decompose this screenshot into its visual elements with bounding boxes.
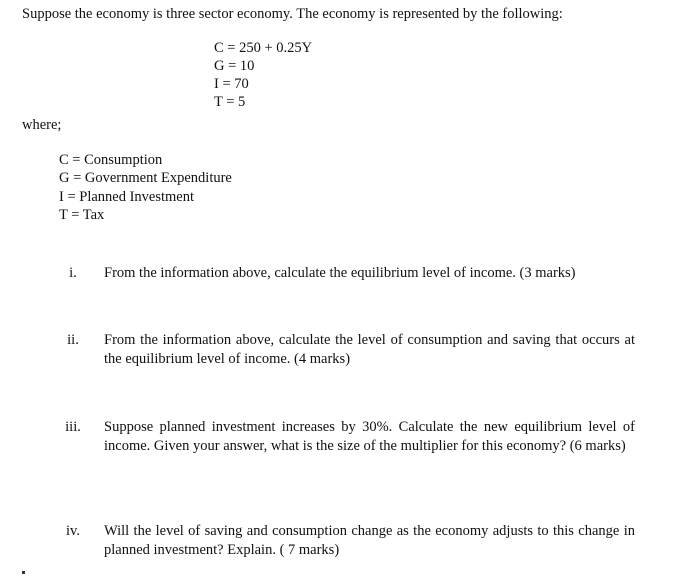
question-number: iii. <box>65 419 81 435</box>
equation-consumption: C = 250 + 0.25Y <box>214 40 313 56</box>
where-label: where; <box>22 117 62 133</box>
definition-government: G = Government Expenditure <box>59 170 232 186</box>
question-text: From the information above, calculate the equilibrium level of income. (3 marks) <box>104 265 576 281</box>
question-text: Will the level of saving and consumption change as the economy adjusts to this change in planned investment? Explain. ( 7 marks) <box>104 523 635 558</box>
question-text: Suppose planned investment increases by 30%. Calculate the new equilibrium level of income. Given your answer, what is the size of the multiplier for this economy? (6 marks) <box>104 419 635 454</box>
intro-text: Suppose the economy is three sector economy. The economy is represented by the following: <box>22 6 563 22</box>
stray-mark <box>22 571 25 574</box>
question-number: iv. <box>66 523 80 539</box>
equation-tax: T = 5 <box>214 94 246 110</box>
question-number: i. <box>69 265 77 281</box>
question-number: ii. <box>67 332 79 348</box>
definition-consumption: C = Consumption <box>59 152 163 168</box>
equation-investment: I = 70 <box>214 76 249 92</box>
equation-government: G = 10 <box>214 58 255 74</box>
definition-investment: I = Planned Investment <box>59 189 195 205</box>
question-text: From the information above, calculate the level of consumption and saving that occurs at the equilibrium level of income. (4 marks) <box>104 332 635 367</box>
definition-tax: T = Tax <box>59 207 105 223</box>
